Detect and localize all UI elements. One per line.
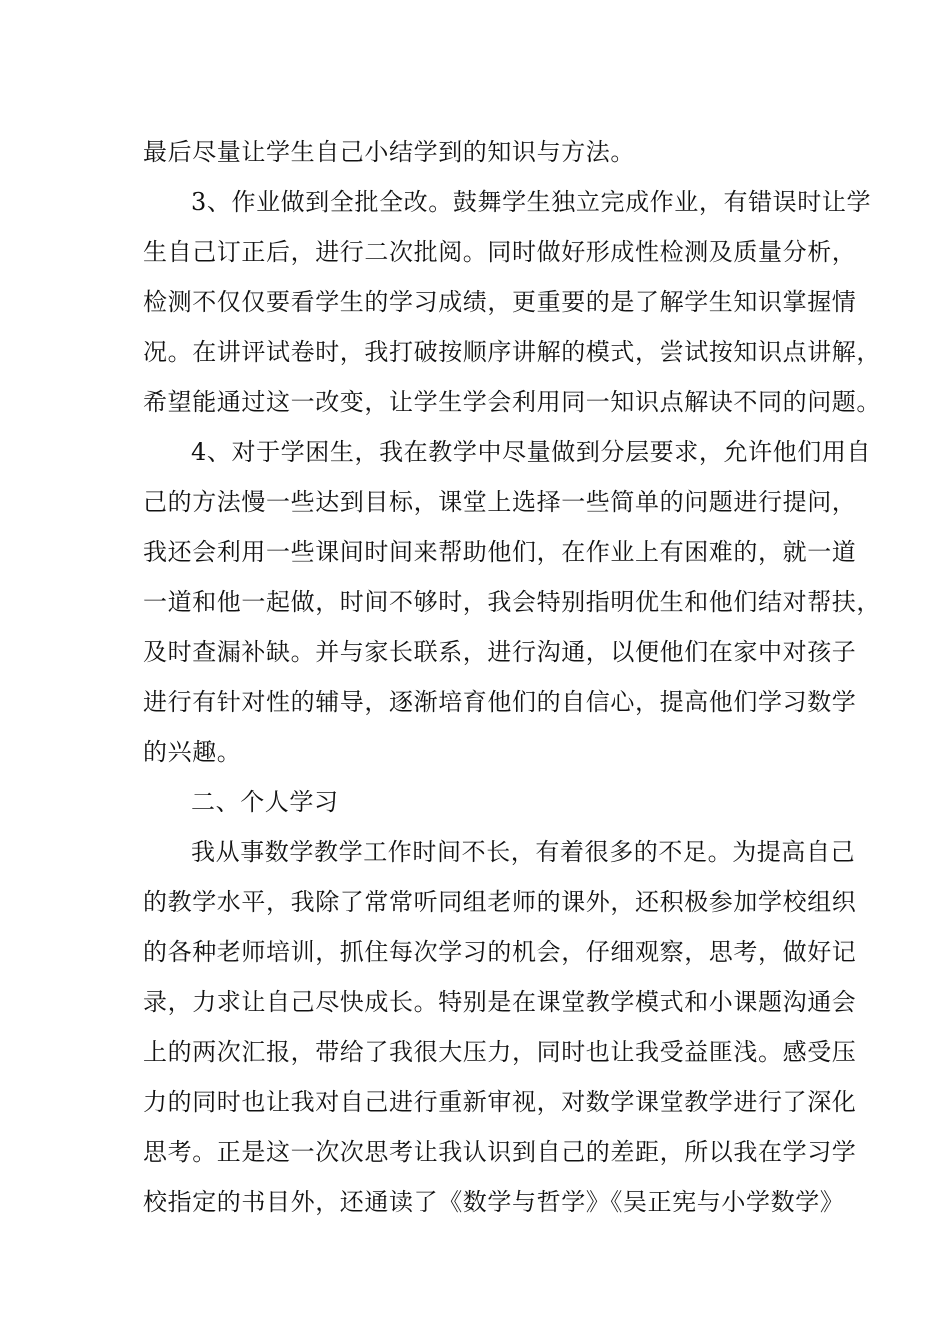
text-line: 的兴趣。 [143, 738, 242, 766]
text-line: 况。在讲评试卷时，我打破按顺序讲解的模式，尝试按知识点讲解， [143, 338, 881, 366]
text-line: 检测不仅仅要看学生的学习成绩，更重要的是了解学生知识掌握情 [143, 288, 857, 316]
text-line: 我还会利用一些课间时间来帮助他们，在作业上有困难的，就一道 [143, 538, 857, 566]
section-heading: 二、个人学习 [191, 788, 339, 816]
text-line: 上的两次汇报，带给了我很大压力，同时也让我受益匪浅。感受压 [143, 1038, 857, 1066]
text-line: 一道和他一起做，时间不够时，我会特别指明优生和他们结对帮扶， [143, 588, 881, 616]
text-line: 录，力求让自己尽快成长。特别是在课堂教学模式和小课题沟通会 [143, 988, 857, 1016]
text-line: 及时查漏补缺。并与家长联系，进行沟通，以便他们在家中对孩子 [143, 638, 857, 666]
text-line: 我从事数学教学工作时间不长，有着很多的不足。为提高自己 [191, 838, 856, 866]
text-line: 思考。正是这一次次思考让我认识到自己的差距，所以我在学习学 [143, 1138, 857, 1166]
text-line: 校指定的书目外，还通读了《数学与哲学》《吴正宪与小学数学》 [143, 1188, 845, 1216]
text-line: 最后尽量让学生自己小结学到的知识与方法。 [143, 138, 635, 166]
text-line: 生自己订正后，进行二次批阅。同时做好形成性检测及质量分析， [143, 238, 857, 266]
text-line: 希望能通过这一改变，让学生学会利用同一知识点解诀不同的问题。 [143, 388, 881, 416]
text-line: 进行有针对性的辅导，逐渐培育他们的自信心，提高他们学习数学 [143, 688, 857, 716]
text-line: 己的方法慢一些达到目标，课堂上选择一些简单的问题进行提问， [143, 488, 857, 516]
text-line: 3、作业做到全批全改。鼓舞学生独立完成作业，有错误时让学 [191, 188, 872, 216]
text-line: 4、对于学困生，我在教学中尽量做到分层要求，允许他们用自 [191, 438, 872, 466]
text-line: 的教学水平，我除了常常听同组老师的课外，还积极参加学校组织 [143, 888, 857, 916]
text-line: 力的同时也让我对自己进行重新审视，对数学课堂教学进行了深化 [143, 1088, 857, 1116]
text-line: 的各种老师培训，抓住每次学习的机会，仔细观察，思考，做好记 [143, 938, 857, 966]
